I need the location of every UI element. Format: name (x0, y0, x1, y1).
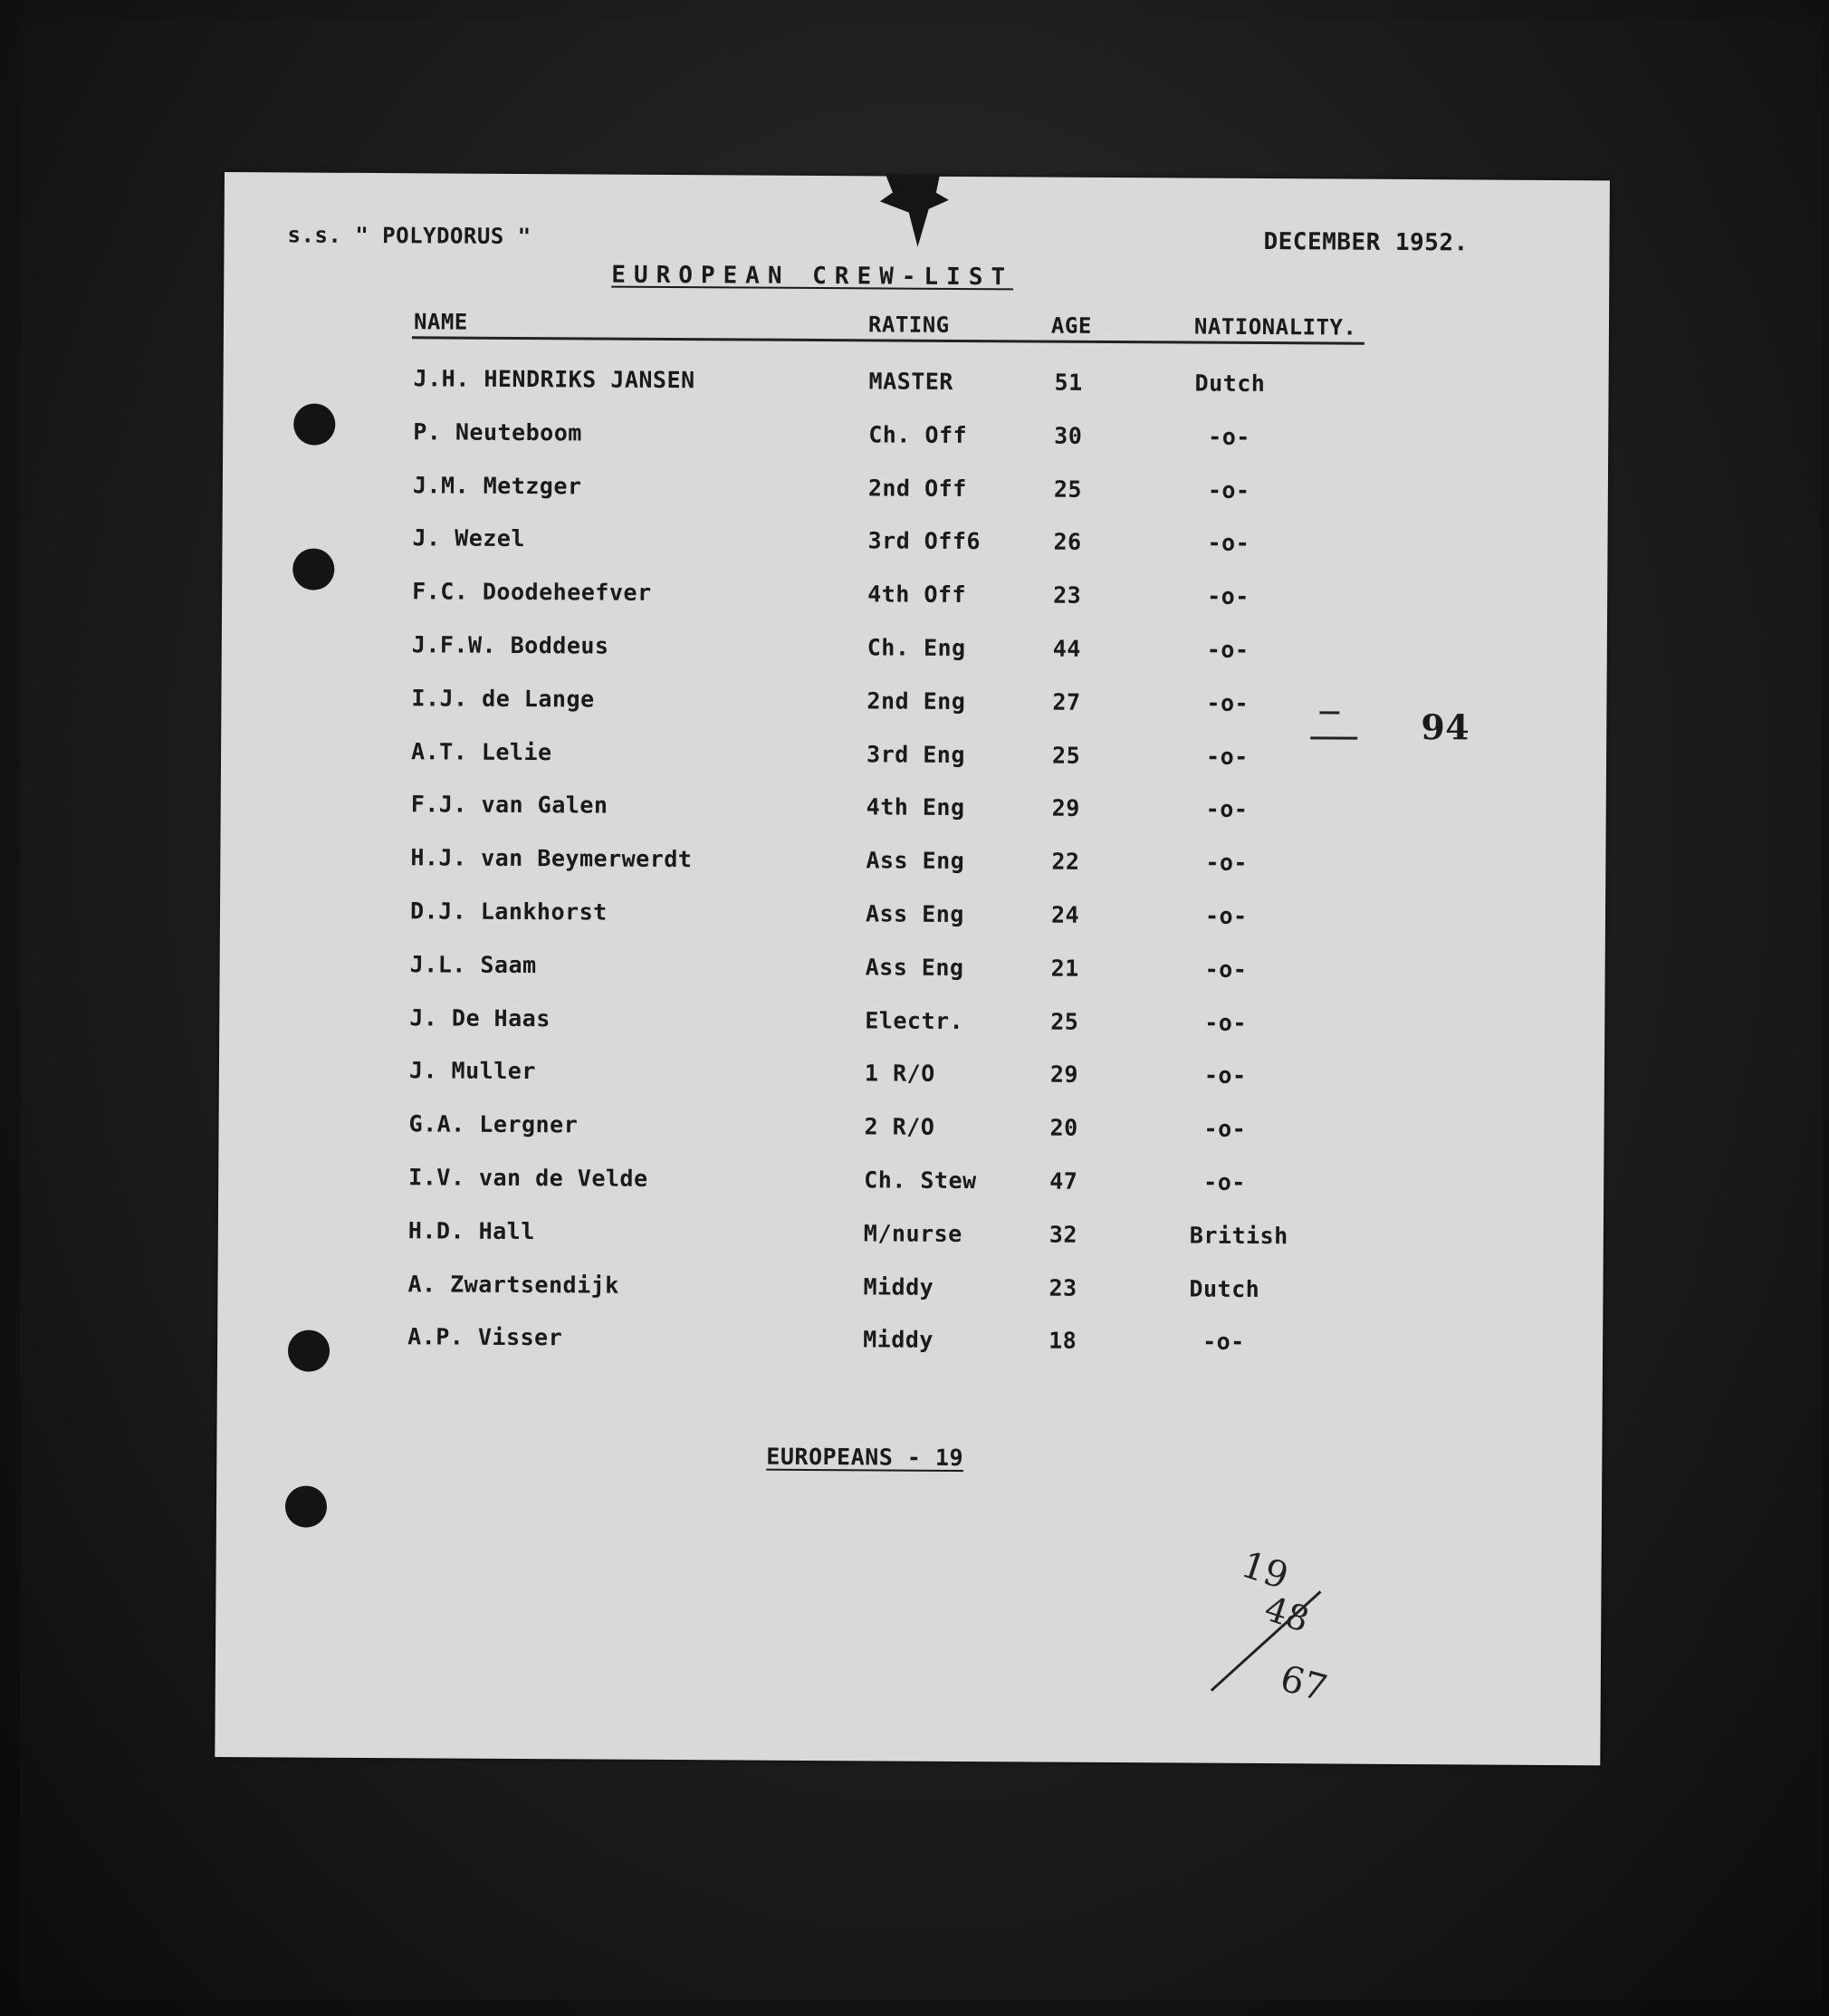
crew-rating: Middy (863, 1273, 934, 1301)
crew-nationality: -o- (1206, 636, 1250, 663)
document-date: DECEMBER 1952. (1263, 228, 1469, 257)
crew-nationality: -o- (1205, 795, 1249, 822)
handwritten-middle: 48 (1259, 1588, 1315, 1640)
crew-nationality: -o- (1205, 743, 1249, 770)
crew-rating: Ass Eng (866, 847, 965, 875)
crew-age: 18 (1049, 1327, 1077, 1354)
crew-rating: 4th Eng (866, 793, 965, 821)
crew-name: J. Muller (408, 1057, 537, 1085)
margin-dash (1310, 736, 1357, 739)
column-header-age: AGE (1050, 312, 1092, 339)
crew-rating: Middy (863, 1326, 934, 1353)
crew-name: J.H. HENDRIKS JANSEN (413, 365, 695, 394)
crew-age: 23 (1053, 581, 1082, 609)
ship-name: s.s. " POLYDORUS " (287, 222, 531, 250)
crew-nationality: -o- (1208, 423, 1250, 450)
crew-rating: 2 R/O (864, 1113, 935, 1140)
crew-name: I.V. van de Velde (408, 1164, 648, 1192)
crew-rating: MASTER (868, 368, 954, 395)
crew-nationality: -o- (1204, 1009, 1248, 1036)
crew-rating: Ass Eng (865, 954, 964, 982)
crew-name: J.L. Saam (409, 951, 537, 979)
torn-corner-mark (876, 174, 949, 246)
crew-age: 25 (1053, 475, 1083, 503)
crew-age: 30 (1054, 422, 1083, 449)
crew-nationality: -o- (1204, 955, 1248, 983)
crew-name: A. Zwartsendijk (407, 1271, 619, 1299)
crew-nationality: -o- (1203, 1115, 1247, 1142)
crew-nationality: -o- (1207, 582, 1250, 610)
crew-age: 20 (1049, 1114, 1078, 1141)
crew-nationality: Dutch (1194, 370, 1266, 398)
handwritten-bottom: 67 (1276, 1657, 1332, 1711)
crew-rating: 3rd Eng (866, 741, 966, 769)
crew-age: 44 (1052, 635, 1082, 662)
handwritten-note (1184, 1528, 1366, 1728)
crew-name: I.J. de Lange (411, 685, 595, 713)
crew-nationality: -o- (1207, 476, 1250, 504)
crew-rating: Ch. Off (868, 421, 968, 449)
column-header-nationality: NATIONALITY. (1193, 313, 1357, 341)
crew-rating: Ch. Stew (864, 1166, 977, 1195)
crew-name: J.M. Metzger (412, 472, 582, 500)
punch-hole (288, 1330, 330, 1371)
crew-age: 26 (1053, 528, 1082, 555)
crew-name: D.J. Lankhorst (409, 898, 608, 926)
crew-nationality: -o- (1203, 1061, 1247, 1089)
crew-rating: 2nd Off (867, 475, 967, 503)
crew-rating: M/nurse (863, 1220, 962, 1247)
crew-name: A.T. Lelie (411, 738, 552, 766)
crew-rating: Electr. (865, 1007, 964, 1035)
crew-name: H.D. Hall (407, 1217, 535, 1245)
margin-page-number: 94 (1421, 706, 1470, 748)
crew-name: J. De Haas (409, 1004, 551, 1032)
crew-age: 24 (1050, 901, 1080, 928)
punch-hole (293, 403, 335, 445)
document-title: EUROPEAN CREW-LIST (611, 261, 1014, 292)
crew-nationality: -o- (1203, 1168, 1246, 1195)
crew-nationality: -o- (1206, 689, 1250, 716)
crew-rating: Ass Eng (865, 900, 964, 928)
crew-name: J.F.W. Boddeus (411, 631, 609, 659)
margin-dash (1319, 711, 1339, 714)
crew-age: 23 (1049, 1274, 1077, 1301)
crew-rating: 3rd Off6 (867, 527, 982, 555)
crew-rating: 4th Off (867, 581, 967, 609)
crew-name: P. Neuteboom (413, 418, 582, 446)
crew-age: 22 (1051, 848, 1080, 875)
crew-nationality: British (1189, 1222, 1288, 1250)
crew-name: F.J. van Galen (410, 791, 608, 819)
crew-age: 29 (1051, 794, 1080, 821)
document-page (215, 172, 1610, 1765)
crew-name: F.C. Doodeheefver (412, 578, 652, 606)
crew-name: H.J. van Beymerwerdt (410, 844, 693, 873)
crew-age: 32 (1049, 1221, 1078, 1248)
crew-age: 51 (1054, 369, 1083, 396)
crew-age: 27 (1052, 688, 1081, 715)
column-header-name: NAME (413, 309, 468, 335)
handwritten-top: 19 (1236, 1543, 1294, 1598)
punch-hole (292, 548, 334, 590)
punch-hole (285, 1485, 327, 1527)
crew-name: A.P. Visser (407, 1323, 563, 1351)
crew-age: 25 (1050, 1008, 1079, 1035)
total-count: EUROPEANS - 19 (766, 1443, 964, 1472)
crew-name: J. Wezel (412, 524, 526, 552)
crew-age: 47 (1049, 1167, 1078, 1195)
crew-rating: 2nd Eng (867, 687, 966, 715)
crew-nationality: -o- (1207, 529, 1250, 556)
crew-name: G.A. Lergner (408, 1110, 579, 1138)
crew-age: 29 (1049, 1061, 1079, 1088)
column-header-rating: RATING (867, 312, 950, 338)
crew-age: 21 (1050, 955, 1079, 982)
crew-rating: 1 R/O (864, 1060, 935, 1087)
crew-nationality: Dutch (1189, 1275, 1260, 1303)
crew-nationality: -o- (1205, 849, 1249, 876)
crew-age: 25 (1051, 742, 1081, 769)
crew-nationality: -o- (1204, 902, 1248, 929)
crew-rating: Ch. Eng (867, 634, 966, 662)
crew-nationality: -o- (1202, 1328, 1245, 1355)
